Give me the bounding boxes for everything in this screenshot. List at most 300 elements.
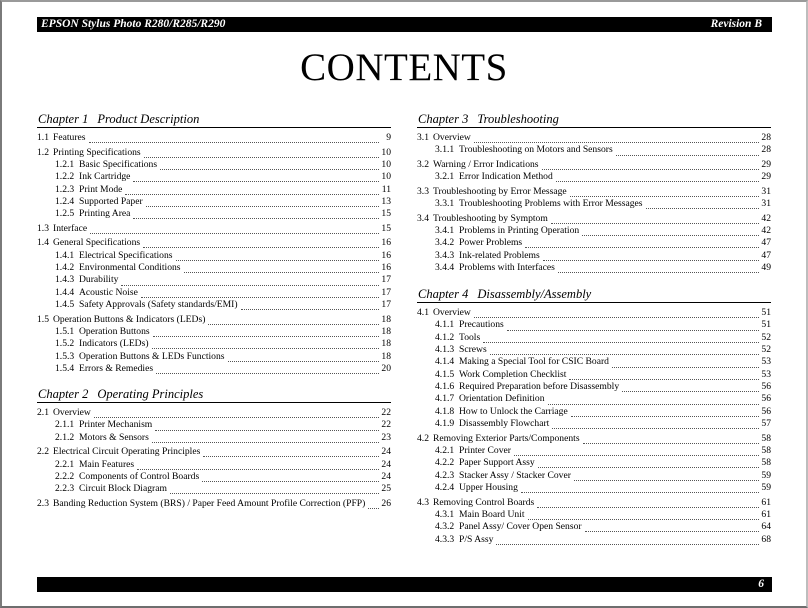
chapter-title: Operating Principles — [97, 387, 204, 401]
section-number: 3.4.2 — [435, 237, 455, 249]
toc-entry[interactable] — [37, 363, 391, 375]
toc-entry[interactable] — [37, 287, 391, 299]
section-number: 2.1.2 — [55, 431, 75, 443]
section-title: Work Completion Checklist — [459, 368, 567, 380]
chapter-items — [37, 128, 391, 375]
section-title: Basic Specifications — [79, 158, 158, 170]
section-title: Acoustic Noise — [79, 286, 138, 298]
section-number: 1.4.3 — [55, 274, 75, 286]
section-title: Troubleshooting by Symptom — [433, 212, 548, 224]
toc-entry[interactable] — [417, 132, 771, 144]
toc-entry[interactable] — [37, 159, 391, 171]
toc-entry[interactable] — [37, 432, 391, 444]
dot-leader — [538, 460, 759, 468]
page-reference: 52 — [761, 331, 771, 343]
section-number: 1.5.3 — [55, 350, 75, 362]
dot-leader — [490, 347, 759, 355]
page-reference: 26 — [381, 497, 391, 509]
section-title: Orientation Definition — [459, 393, 545, 405]
toc-entry[interactable] — [37, 299, 391, 311]
toc-entry[interactable] — [37, 262, 391, 274]
page-reference: 28 — [761, 132, 771, 143]
toc-entry[interactable] — [37, 314, 391, 326]
section-title: Panel Assy/ Cover Open Sensor — [459, 521, 582, 533]
toc-entry[interactable] — [417, 445, 771, 457]
section-number: 1.2 — [37, 146, 49, 158]
section-number: 1.1 — [37, 132, 49, 143]
section-number: 1.4.2 — [55, 262, 75, 273]
chapter-items — [37, 403, 391, 510]
dot-leader — [228, 354, 380, 362]
dot-leader — [125, 187, 379, 195]
section-number: 4.3.2 — [435, 521, 455, 533]
footer-bar — [37, 577, 772, 592]
toc-entry[interactable] — [37, 338, 391, 350]
section-number: 3.3 — [417, 185, 429, 197]
toc-entry[interactable] — [417, 344, 771, 356]
section-title: Troubleshooting on Motors and Sensors — [459, 144, 613, 156]
dot-leader — [496, 537, 759, 545]
page-reference: 28 — [761, 144, 771, 156]
toc-entry[interactable] — [37, 223, 391, 235]
section-number: 4.2.3 — [435, 469, 455, 481]
dot-leader — [176, 253, 380, 261]
toc-entry[interactable] — [417, 307, 771, 319]
page-reference: 11 — [381, 183, 391, 195]
page-reference: 18 — [381, 325, 391, 337]
section-number: 2.2.2 — [55, 470, 75, 482]
toc-entry[interactable] — [417, 198, 771, 210]
dot-leader — [133, 174, 379, 182]
dot-leader — [203, 449, 379, 457]
section-number: 4.1.8 — [435, 405, 455, 417]
dot-leader — [155, 423, 379, 431]
section-number: 3.3.1 — [435, 198, 455, 210]
page-reference: 17 — [381, 299, 391, 311]
page-reference: 58 — [761, 444, 771, 456]
section-title: Ink-related Problems — [459, 249, 540, 261]
section-title: Printer Mechanism — [79, 419, 153, 431]
page-reference: 20 — [381, 362, 391, 374]
page-reference: 61 — [761, 496, 771, 508]
dot-leader — [556, 174, 759, 182]
dot-leader — [525, 240, 759, 248]
section-title: Printing Area — [79, 208, 131, 220]
page-reference: 56 — [761, 405, 771, 417]
page-reference: 59 — [761, 482, 771, 493]
toc-entry[interactable] — [417, 144, 771, 156]
toc-entry[interactable] — [417, 418, 771, 430]
page-reference: 57 — [761, 418, 771, 430]
section-number: 3.4 — [417, 212, 429, 224]
section-number: 1.2.3 — [55, 183, 75, 195]
dot-leader — [474, 310, 759, 318]
section-number: 2.2.1 — [55, 458, 75, 470]
page-reference: 24 — [381, 446, 391, 458]
section-title: Problems with Interfaces — [459, 262, 555, 273]
section-number: 2.1 — [37, 407, 49, 418]
page-reference: 29 — [761, 171, 771, 183]
dot-leader — [569, 372, 759, 380]
page-reference: 10 — [381, 146, 391, 158]
section-title: Ink Cartridge — [79, 171, 131, 183]
dot-leader — [156, 366, 379, 374]
dot-leader — [153, 329, 379, 337]
toc-entry[interactable] — [417, 250, 771, 262]
dot-leader — [89, 135, 379, 143]
page-reference: 42 — [761, 224, 771, 236]
section-title: Banding Reduction System (BRS) / Paper Feed Amount Profile Correction (PFP) — [53, 497, 366, 509]
page-reference: 10 — [381, 171, 391, 183]
page-reference: 56 — [761, 393, 771, 405]
section-title: Troubleshooting by Error Message — [433, 185, 567, 197]
section-title: Main Board Unit — [459, 508, 525, 520]
chapter-number: Chapter 1 — [38, 112, 89, 126]
toc-entry[interactable] — [37, 446, 391, 458]
toc-entry[interactable] — [37, 471, 391, 483]
dot-leader — [548, 397, 759, 405]
section-title: Operation Buttons & Indicators (LEDs) — [53, 313, 206, 325]
dot-leader — [483, 335, 759, 343]
section-number: 1.2.4 — [55, 195, 75, 207]
dot-leader — [612, 360, 759, 368]
page-reference: 53 — [761, 356, 771, 368]
page-reference: 68 — [761, 533, 771, 545]
chapter-title: Product Description — [97, 112, 200, 126]
page-number: 6 — [758, 578, 764, 590]
section-number: 1.4.5 — [55, 299, 75, 311]
toc-entry[interactable] — [37, 132, 391, 144]
dot-leader — [542, 162, 759, 170]
dot-leader — [571, 409, 759, 417]
section-title: Troubleshooting Problems with Error Messages — [459, 198, 643, 210]
toc-entry[interactable] — [417, 521, 771, 533]
page-reference: 47 — [761, 249, 771, 261]
section-title: Problems in Printing Operation — [459, 224, 580, 236]
section-title: Durability — [79, 274, 119, 286]
toc-entry[interactable] — [37, 196, 391, 208]
dot-leader — [646, 201, 759, 209]
section-number: 1.2.1 — [55, 158, 75, 170]
section-title: Features — [53, 132, 86, 143]
chapter-title: Disassembly/Assembly — [477, 287, 592, 301]
document-title: EPSON Stylus Photo R280/R285/R290 — [41, 18, 226, 30]
section-title: P/S Assy — [459, 533, 494, 545]
section-title: Overview — [433, 307, 471, 318]
section-title: Warning / Error Indications — [433, 158, 539, 170]
dot-leader — [514, 448, 759, 456]
section-title: Removing Exterior Parts/Components — [433, 432, 580, 444]
header-bar — [37, 17, 772, 32]
page-reference: 23 — [381, 431, 391, 443]
section-number: 2.2 — [37, 446, 49, 458]
section-number: 4.1.4 — [435, 356, 455, 368]
page-reference: 18 — [381, 338, 391, 350]
section-number: 1.5.1 — [55, 325, 75, 337]
dot-leader — [94, 410, 379, 418]
toc-entry[interactable] — [37, 147, 391, 159]
section-title: Tools — [459, 331, 481, 343]
dot-leader — [170, 486, 379, 494]
page-reference: 51 — [761, 319, 771, 331]
section-number: 1.2.2 — [55, 171, 75, 183]
chapter-heading[interactable] — [37, 386, 391, 403]
section-title: Electrical Specifications — [79, 249, 173, 261]
toc-entry[interactable] — [37, 407, 391, 419]
section-title: Indicators (LEDs) — [79, 338, 149, 350]
toc-entry[interactable] — [417, 237, 771, 249]
section-title: Precautions — [459, 319, 504, 331]
dot-leader — [537, 500, 759, 508]
dot-leader — [521, 485, 759, 493]
section-title: Overview — [433, 132, 471, 143]
toc-entry[interactable] — [37, 208, 391, 220]
toc-entry[interactable] — [417, 433, 771, 445]
section-number: 1.2.5 — [55, 208, 75, 220]
dot-leader — [585, 524, 759, 532]
section-number: 1.4.4 — [55, 286, 75, 298]
section-title: Power Problems — [459, 237, 523, 249]
section-title: Operation Buttons — [79, 325, 150, 337]
dot-leader — [474, 135, 759, 143]
dot-leader — [622, 384, 759, 392]
page-reference: 17 — [381, 274, 391, 286]
dot-leader — [241, 302, 379, 310]
section-title: Error Indication Method — [459, 171, 553, 183]
page-reference: 24 — [381, 458, 391, 470]
chapter-items — [417, 128, 771, 274]
page-reference: 53 — [761, 368, 771, 380]
section-number: 4.2.1 — [435, 444, 455, 456]
page-reference: 42 — [761, 212, 771, 224]
page-reference: 10 — [381, 158, 391, 170]
section-title: Interface — [53, 222, 88, 234]
toc-entry[interactable] — [417, 470, 771, 482]
section-number: 4.2.2 — [435, 457, 455, 469]
page-reference: 52 — [761, 344, 771, 356]
page-reference: 51 — [761, 307, 771, 318]
dot-leader — [152, 435, 379, 443]
page-reference: 18 — [381, 350, 391, 362]
section-number: 4.1.2 — [435, 331, 455, 343]
toc-entry[interactable] — [417, 381, 771, 393]
section-number: 1.4.1 — [55, 249, 75, 261]
section-number: 4.3.1 — [435, 508, 455, 520]
section-number: 1.3 — [37, 222, 49, 234]
page-reference: 58 — [761, 432, 771, 444]
page-reference: 16 — [381, 249, 391, 261]
page-reference: 17 — [381, 286, 391, 298]
section-number: 4.3.3 — [435, 533, 455, 545]
section-title: Disassembly Flowchart — [459, 418, 550, 430]
page-reference: 64 — [761, 521, 771, 533]
chapter-number: Chapter 2 — [38, 387, 89, 401]
dot-leader — [616, 148, 759, 156]
toc-entry[interactable] — [417, 332, 771, 344]
page-reference: 59 — [761, 469, 771, 481]
section-title: Required Preparation before Disassembly — [459, 381, 620, 393]
dot-leader — [507, 323, 759, 331]
toc-entry[interactable] — [37, 326, 391, 338]
toc-entry[interactable] — [417, 497, 771, 509]
dot-leader — [208, 317, 379, 325]
section-title: Print Mode — [79, 183, 123, 195]
section-number: 3.2 — [417, 158, 429, 170]
dot-leader — [90, 226, 379, 234]
section-number: 3.1.1 — [435, 144, 455, 156]
page-reference: 9 — [386, 132, 391, 143]
dot-leader — [143, 240, 379, 248]
toc-entry[interactable] — [417, 262, 771, 274]
toc-entry[interactable] — [417, 213, 771, 225]
section-number: 1.4 — [37, 237, 49, 249]
section-number: 1.5.2 — [55, 338, 75, 350]
toc-entry[interactable] — [37, 237, 391, 249]
dot-leader — [184, 265, 379, 273]
chapter-3 — [417, 111, 771, 274]
toc-entry[interactable] — [417, 457, 771, 469]
section-title: Printing Specifications — [53, 146, 141, 158]
chapter-title: Troubleshooting — [477, 112, 559, 126]
section-number: 4.1.5 — [435, 368, 455, 380]
dot-leader — [543, 253, 759, 261]
toc-entry[interactable] — [37, 498, 391, 510]
page-reference: 29 — [761, 158, 771, 170]
dot-leader — [144, 150, 379, 158]
section-title: Operation Buttons & LEDs Functions — [79, 350, 225, 362]
section-number: 4.1.3 — [435, 344, 455, 356]
toc-entry[interactable] — [417, 186, 771, 198]
section-title: Errors & Remedies — [79, 362, 154, 374]
toc-entry[interactable] — [37, 459, 391, 471]
dot-leader — [146, 199, 379, 207]
dot-leader — [551, 216, 759, 224]
page-reference: 22 — [381, 407, 391, 418]
page-reference: 61 — [761, 508, 771, 520]
dot-leader — [160, 162, 379, 170]
section-title: Upper Housing — [459, 482, 518, 493]
dot-leader — [152, 341, 379, 349]
dot-leader — [574, 473, 759, 481]
toc-entry[interactable] — [37, 274, 391, 286]
toc-entry[interactable] — [37, 171, 391, 183]
toc-entry[interactable] — [37, 250, 391, 262]
section-number: 4.3 — [417, 496, 429, 508]
page-reference: 15 — [381, 222, 391, 234]
section-title: Printer Cover — [459, 444, 511, 456]
toc-entry[interactable] — [417, 509, 771, 521]
section-number: 4.2.4 — [435, 482, 455, 493]
section-title: Screws — [459, 344, 487, 356]
dot-leader — [121, 278, 379, 286]
page-reference: 31 — [761, 198, 771, 210]
page-title: CONTENTS — [300, 46, 508, 89]
chapter-1 — [37, 111, 391, 375]
section-title: Paper Support Assy — [459, 457, 535, 469]
toc-entry[interactable] — [417, 356, 771, 368]
page-reference: 13 — [381, 195, 391, 207]
section-number: 2.3 — [37, 497, 49, 509]
chapter-items — [417, 303, 771, 546]
dot-leader — [528, 512, 759, 520]
page-reference: 58 — [761, 457, 771, 469]
page-reference: 16 — [381, 262, 391, 273]
chapter-heading[interactable] — [417, 111, 771, 128]
section-number: 1.5.4 — [55, 362, 75, 374]
toc-entry[interactable] — [417, 369, 771, 381]
section-title: Circuit Block Diagram — [79, 483, 167, 495]
section-number: 2.2.3 — [55, 483, 75, 495]
toc-entry[interactable] — [417, 225, 771, 237]
section-title: How to Unlock the Carriage — [459, 405, 568, 417]
toc-entry[interactable] — [417, 534, 771, 546]
section-title: Stacker Assy / Stacker Cover — [459, 469, 571, 481]
section-number: 4.1.1 — [435, 319, 455, 331]
toc-entry[interactable] — [417, 171, 771, 183]
section-number: 3.4.3 — [435, 249, 455, 261]
dot-leader — [558, 265, 759, 273]
chapter-heading[interactable] — [37, 111, 391, 128]
chapter-number: Chapter 4 — [418, 287, 469, 301]
section-title: Making a Special Tool for CSIC Board — [459, 356, 609, 368]
section-title: Environmental Conditions — [79, 262, 181, 273]
page-reference: 49 — [761, 262, 771, 273]
toc-entry[interactable] — [417, 159, 771, 171]
section-number: 3.2.1 — [435, 171, 455, 183]
page-reference: 18 — [381, 313, 391, 325]
revision-label: Revision B — [710, 18, 762, 30]
dot-leader — [368, 501, 379, 509]
toc-entry[interactable] — [37, 351, 391, 363]
toc-entry[interactable] — [417, 406, 771, 418]
dot-leader — [141, 290, 379, 298]
toc-entry[interactable] — [417, 393, 771, 405]
page-reference: 25 — [381, 483, 391, 495]
page-reference: 16 — [381, 237, 391, 249]
toc-entry[interactable] — [37, 419, 391, 431]
toc-entry[interactable] — [417, 319, 771, 331]
section-number: 4.1 — [417, 307, 429, 318]
page-reference: 47 — [761, 237, 771, 249]
toc-entry[interactable] — [37, 483, 391, 495]
section-number: 4.1.9 — [435, 418, 455, 430]
toc-entry[interactable] — [37, 184, 391, 196]
dot-leader — [202, 474, 379, 482]
section-number: 4.1.6 — [435, 381, 455, 393]
chapter-heading[interactable] — [417, 286, 771, 303]
dot-leader — [570, 189, 759, 197]
dot-leader — [133, 211, 379, 219]
section-title: Safety Approvals (Safety standards/EMI) — [79, 299, 238, 311]
section-title: Supported Paper — [79, 195, 143, 207]
section-number: 3.1 — [417, 132, 429, 143]
chapter-number: Chapter 3 — [418, 112, 469, 126]
section-title: Motors & Sensors — [79, 431, 149, 443]
page-reference: 56 — [761, 381, 771, 393]
page-reference: 24 — [381, 470, 391, 482]
section-title: Components of Control Boards — [79, 470, 200, 482]
section-number: 3.4.4 — [435, 262, 455, 273]
section-title: Main Features — [79, 458, 135, 470]
dot-leader — [137, 462, 379, 470]
dot-leader — [582, 228, 759, 236]
section-title: Electrical Circuit Operating Principles — [53, 446, 201, 458]
chapter-2 — [37, 386, 391, 510]
page-reference: 31 — [761, 185, 771, 197]
page-reference: 22 — [381, 419, 391, 431]
section-title: General Specifications — [53, 237, 141, 249]
toc-entry[interactable] — [417, 482, 771, 494]
